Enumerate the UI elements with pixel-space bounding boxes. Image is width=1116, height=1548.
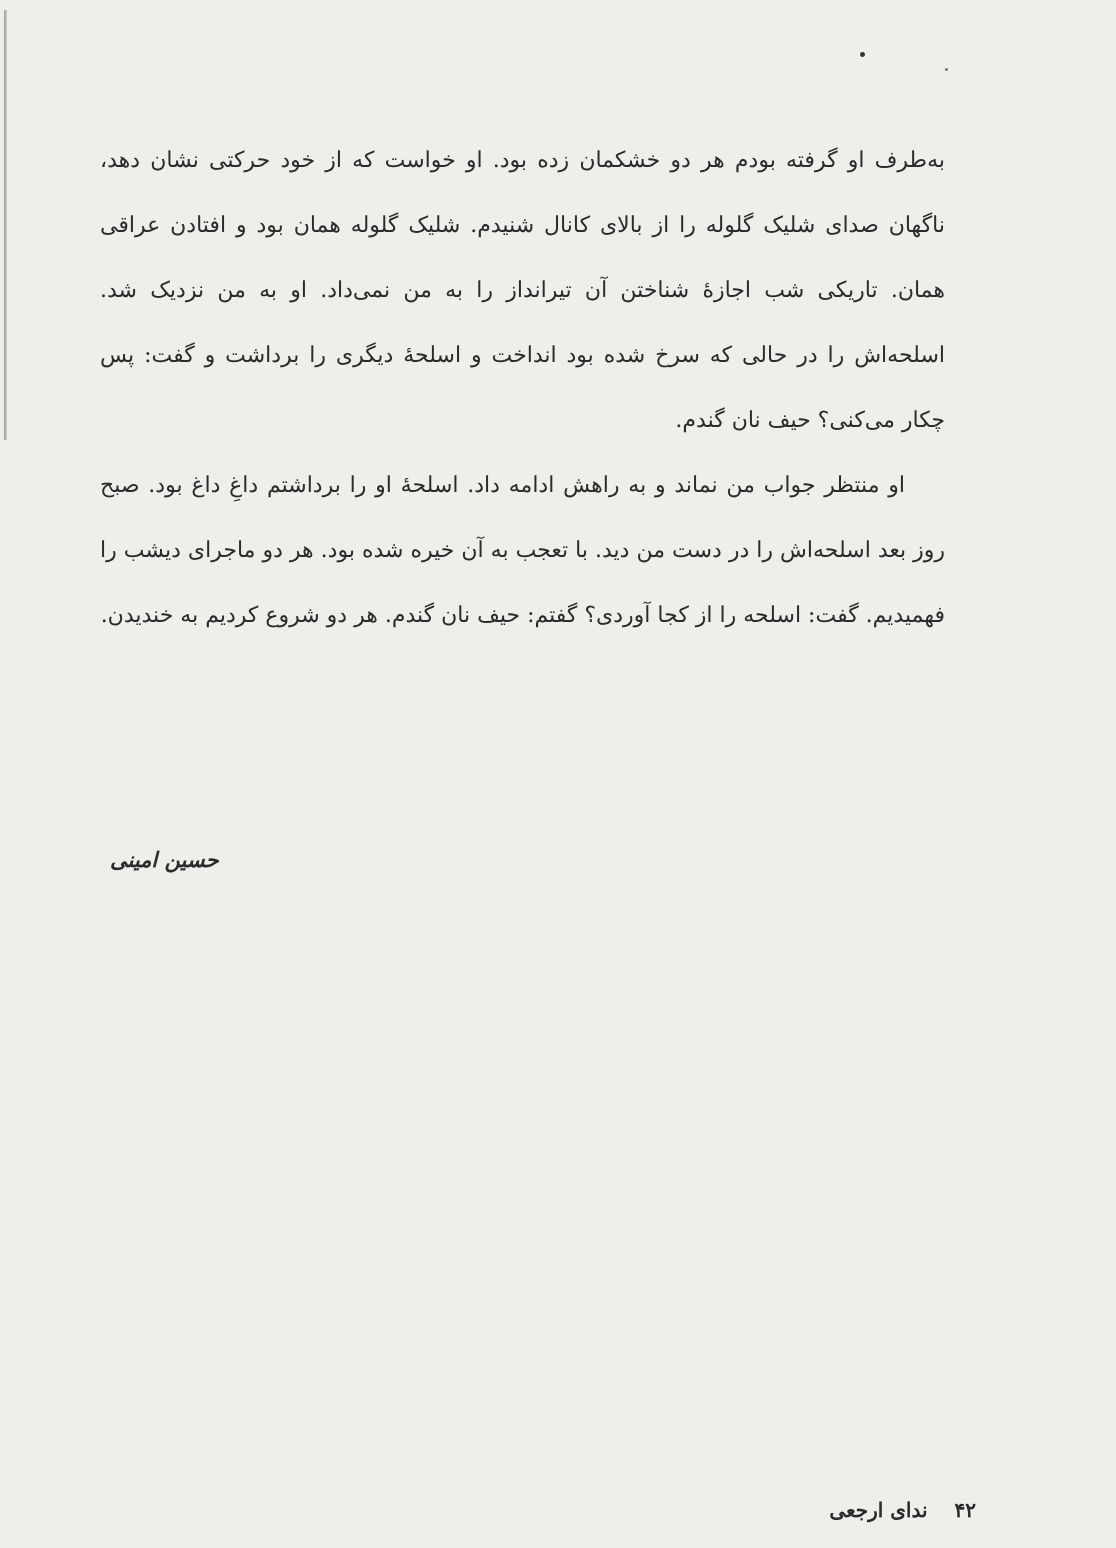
page-number: ۴۲ (954, 1498, 976, 1522)
story-text (100, 128, 945, 648)
book-title: ندای ارجعی (829, 1498, 928, 1522)
print-speck (945, 68, 948, 71)
page-binding-edge (4, 10, 7, 440)
print-speck (860, 52, 865, 57)
paragraph: به‌طرف او گرفته بودم هر دو خشکمان زده بود. او خواست که از خود حرکتی نشان دهد، ناگهان صدای شلیک گلوله را از بالای کانال شنیدم. شلیک گلوله همان بود و افتادن عراقی همان. تاریکی شب اجازهٔ شناختن آن تیرانداز را به من نمی‌داد. او به من نزدیک شد. اسلحه‌اش را در حالی که سرخ شده بود انداخت و اسلحهٔ دیگری را برداشت و گفت: پس چکار می‌کنی؟ حیف نان گندم. (100, 148, 945, 433)
paragraph: او منتظر جواب من نماند و به راهش ادامه داد. اسلحهٔ او را برداشتم داغِ داغ بود. صبح روز بعد اسلحه‌اش را در دست من دید. با تعجب به آن خیره شده بود. هر دو ماجرای دیشب را فهمیدیم. گفت: اسلحه را از کجا آوردی؟ گفتم: حیف نان گندم. هر دو شروع کردیم به خندیدن. (100, 473, 945, 628)
page-footer (829, 1498, 976, 1522)
author-signature: حسین امینی (110, 847, 219, 872)
